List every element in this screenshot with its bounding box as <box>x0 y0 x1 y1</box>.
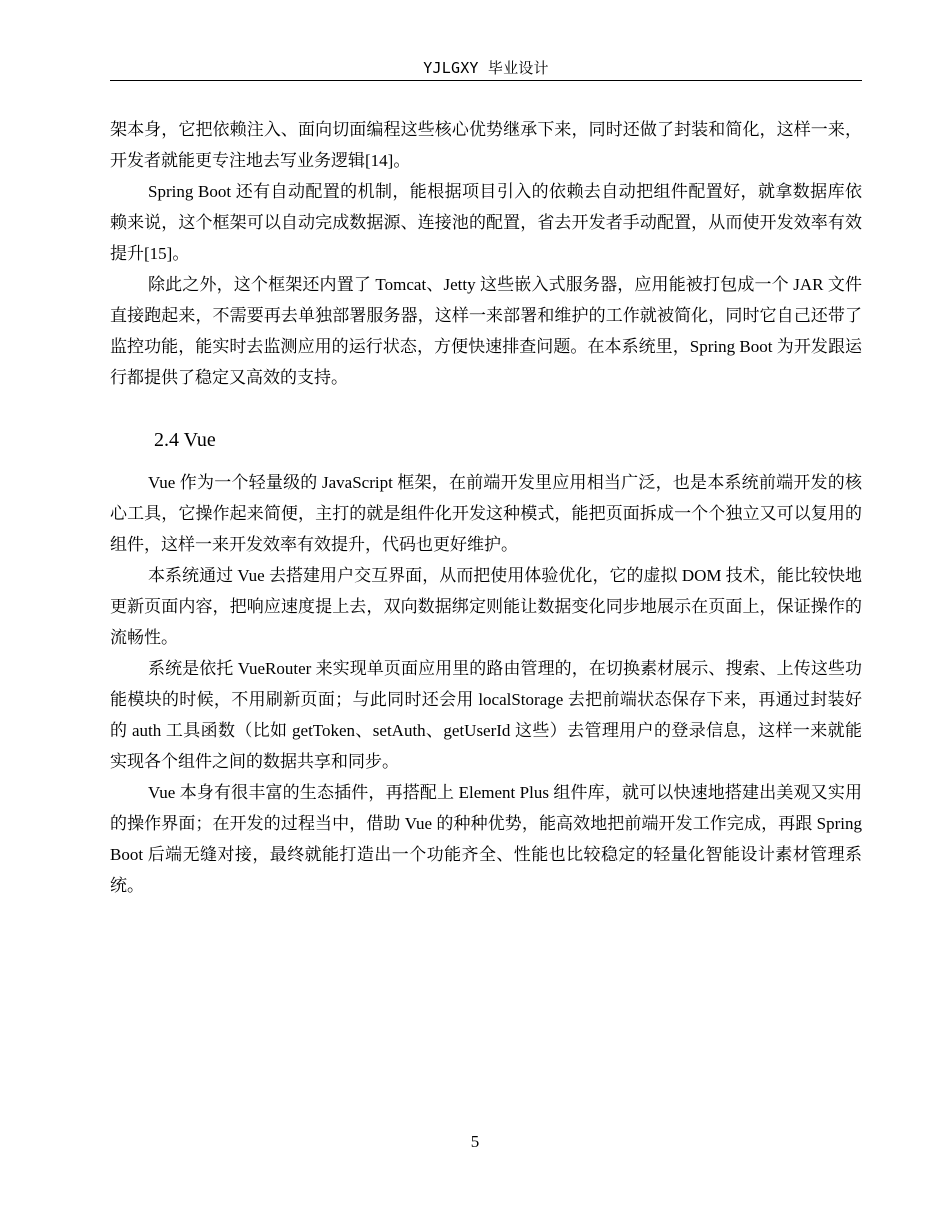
paragraph-vue-router: 系统是依托 VueRouter 来实现单页面应用里的路由管理的，在切换素材展示、搜索、上传这些功能模块的时候，不用刷新页面；与此同时还会用 localStorage 去把前端状态保存下来，再通过封装好的 auth 工具函数（比如 getToken、setAuth、getUserId 这些）去管理用户的登录信息，这样一来就能实现各个组件之间的数据共享和同步。 <box>110 659 862 771</box>
body-text <box>110 114 862 901</box>
page-number: 5 <box>470 1132 480 1151</box>
paragraph-continued: 架本身，它把依赖注入、面向切面编程这些核心优势继承下来，同时还做了封装和简化，这样一来，开发者就能更专注地去写业务逻辑[14]。 <box>110 120 862 170</box>
paragraph-spring-boot-autoconfig: Spring Boot 还有自动配置的机制，能根据项目引入的依赖去自动把组件配置好，就拿数据库依赖来说，这个框架可以自动完成数据源、连接池的配置，省去开发者手动配置，从而使开发效率有效提升[15]。 <box>110 182 862 263</box>
paragraph-vue-virtual-dom: 本系统通过 Vue 去搭建用户交互界面，从而把使用体验优化，它的虚拟 DOM 技术，能比较快地更新页面内容，把响应速度提上去，双向数据绑定则能让数据变化同步地展示在页面上，保证操作的流畅性。 <box>110 566 862 647</box>
paragraph-vue-intro: Vue 作为一个轻量级的 JavaScript 框架，在前端开发里应用相当广泛，也是本系统前端开发的核心工具，它操作起来简便，主打的就是组件化开发这种模式，能把页面拆成一个个独立又可以复用的组件，这样一来开发效率有效提升，代码也更好维护。 <box>110 473 862 554</box>
header-title: YJLGXY 毕业设计 <box>423 59 549 77</box>
paragraph-vue-ecosystem: Vue 本身有很丰富的生态插件，再搭配上 Element Plus 组件库，就可以快速地搭建出美观又实用的操作界面；在开发的过程当中，借助 Vue 的种种优势，能高效地把前端开发工作完成，再跟 Spring Boot 后端无缝对接，最终就能打造出一个功能齐全、性能也比较稳定的轻量化智能设计素材管理系统。 <box>110 783 862 895</box>
running-header <box>110 58 862 81</box>
paragraph-embedded-servers: 除此之外，这个框架还内置了 Tomcat、Jetty 这些嵌入式服务器，应用能被打包成一个 JAR 文件直接跑起来，不需要再去单独部署服务器，这样一来部署和维护的工作就被简化，同时它自己还带了监控功能，能实时去监测应用的运行状态，方便快速排查问题。在本系统里，Spring Boot 为开发跟运行都提供了稳定又高效的支持。 <box>110 275 862 387</box>
section-heading: 2.4 Vue <box>154 429 216 451</box>
